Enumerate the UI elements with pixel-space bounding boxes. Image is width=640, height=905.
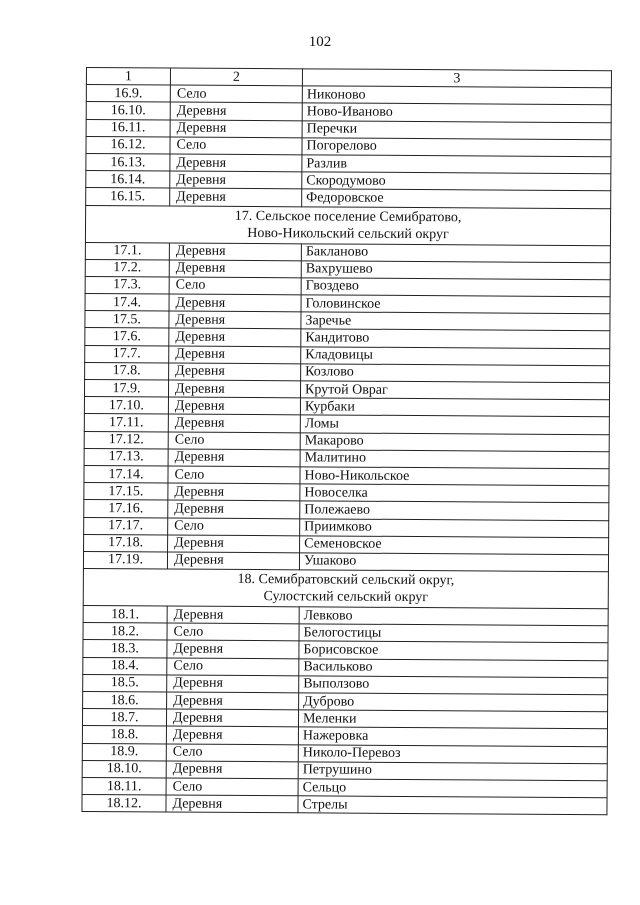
settlement-type: Деревня <box>170 120 302 138</box>
settlement-type: Деревня <box>169 243 301 261</box>
settlement-type: Село <box>168 466 300 484</box>
settlement-type: Деревня <box>168 380 300 398</box>
settlement-type: Деревня <box>167 675 299 693</box>
section-title <box>83 569 608 609</box>
settlement-name: Дуброво <box>299 693 608 712</box>
settlement-type: Деревня <box>169 328 301 346</box>
settlement-type: Деревня <box>168 449 300 467</box>
settlement-name: Петрушино <box>298 762 607 781</box>
settlement-type: Деревня <box>169 346 301 364</box>
settlement-name: Нажеровка <box>298 727 607 746</box>
settlement-name: Ново-Иваново <box>302 103 611 122</box>
section-header-row <box>85 205 610 245</box>
settlement-type: Деревня <box>169 311 301 329</box>
settlement-name: Ломы <box>300 415 609 434</box>
row-number: 17.1. <box>85 242 169 260</box>
settlement-name: Головинское <box>301 295 610 314</box>
header-col-3: 3 <box>302 69 611 88</box>
row-number: 17.6. <box>85 328 169 346</box>
row-number: 18.9. <box>82 743 166 761</box>
settlement-name: Погорелово <box>302 138 611 157</box>
row-number: 17.10. <box>84 397 168 415</box>
header-col-2: 2 <box>170 68 302 86</box>
row-number: 17.15. <box>84 483 168 501</box>
settlement-type: Деревня <box>169 294 301 312</box>
row-number: 18.5. <box>83 674 167 692</box>
row-number: 17.12. <box>84 431 168 449</box>
settlement-name: Приимково <box>300 518 609 537</box>
section-header-row <box>83 569 608 609</box>
section-title-line: Сулостский сельский округ <box>263 589 429 606</box>
settlement-type: Деревня <box>169 260 301 278</box>
row-number: 18.8. <box>82 726 166 744</box>
section-title <box>85 205 610 245</box>
settlement-name: Разлив <box>302 155 611 174</box>
settlement-name: Макарово <box>300 432 609 451</box>
settlement-name: Вахрушево <box>301 261 610 280</box>
settlement-name: Васильково <box>299 658 608 677</box>
settlement-type: Деревня <box>166 709 298 727</box>
settlement-type: Село <box>170 85 302 103</box>
settlement-type: Деревня <box>170 154 302 172</box>
row-number: 17.2. <box>85 259 169 277</box>
settlement-type: Деревня <box>168 414 300 432</box>
settlement-type: Деревня <box>166 795 298 813</box>
settlement-name: Козлово <box>301 364 610 383</box>
row-number: 17.17. <box>84 517 168 535</box>
row-number: 17.4. <box>85 294 169 312</box>
header-col-1: 1 <box>86 68 170 86</box>
settlement-type: Деревня <box>168 483 300 501</box>
settlement-type: Село <box>169 277 301 295</box>
settlement-type: Село <box>167 658 299 676</box>
settlement-name: Кладовицы <box>301 346 610 365</box>
settlement-type: Село <box>170 137 302 155</box>
settlement-name: Курбаки <box>300 398 609 417</box>
settlement-type: Деревня <box>166 761 298 779</box>
settlement-type: Деревня <box>166 726 298 744</box>
settlement-name: Полежаево <box>300 501 609 520</box>
settlement-name: Борисовское <box>299 641 608 660</box>
row-number: 18.6. <box>83 691 167 709</box>
row-number: 18.10. <box>82 760 166 778</box>
settlement-name: Выползово <box>299 676 608 695</box>
row-number: 16.14. <box>86 171 170 189</box>
settlement-type: Село <box>168 432 300 450</box>
row-number: 18.1. <box>83 606 167 624</box>
row-number: 17.9. <box>84 379 168 397</box>
table-row <box>82 795 607 815</box>
settlement-name: Ново-Никольское <box>300 467 609 486</box>
settlement-type: Деревня <box>168 500 300 518</box>
row-number: 18.3. <box>83 640 167 658</box>
settlement-type: Деревня <box>167 552 299 570</box>
settlement-name: Никоново <box>302 86 611 105</box>
settlement-type: Село <box>166 778 298 796</box>
settlement-type: Деревня <box>170 188 302 206</box>
settlement-name: Федоровское <box>302 189 611 208</box>
row-number: 17.5. <box>85 311 169 329</box>
settlement-name: Гвоздево <box>301 278 610 297</box>
settlement-type: Село <box>167 623 299 641</box>
settlement-type: Деревня <box>167 692 299 710</box>
settlement-name: Белогостицы <box>299 624 608 643</box>
settlement-type: Деревня <box>169 363 301 381</box>
row-number: 18.7. <box>82 709 166 727</box>
row-number: 16.12. <box>86 136 170 154</box>
settlement-name: Кандитово <box>301 329 610 348</box>
row-number: 17.19. <box>83 551 167 569</box>
settlement-type: Деревня <box>167 606 299 624</box>
settlement-name: Меленки <box>298 710 607 729</box>
row-number: 16.9. <box>86 85 170 103</box>
settlement-type: Деревня <box>170 171 302 189</box>
row-number: 18.11. <box>82 777 166 795</box>
row-number: 17.16. <box>84 500 168 518</box>
row-number: 18.2. <box>83 623 167 641</box>
row-number: 17.8. <box>85 362 169 380</box>
settlement-name: Левково <box>299 607 608 626</box>
section-title-line: 17. Сельское поселение Семибратово, <box>234 208 462 225</box>
settlement-name: Заречье <box>301 312 610 331</box>
settlement-type: Село <box>166 744 298 762</box>
section-title-line: Ново-Никольский сельский округ <box>247 225 449 242</box>
settlement-name: Перечки <box>302 120 611 139</box>
row-number: 16.10. <box>86 102 170 120</box>
page-number: 102 <box>308 34 332 50</box>
row-number: 18.12. <box>82 795 166 813</box>
settlement-type: Деревня <box>170 102 302 120</box>
settlement-type: Село <box>168 518 300 536</box>
settlement-name: Бакланово <box>301 243 610 262</box>
settlement-type: Деревня <box>167 640 299 658</box>
row-number: 17.13. <box>84 448 168 466</box>
settlement-name: Крутой Овраг <box>300 381 609 400</box>
table-body <box>82 68 612 816</box>
settlement-name: Сельцо <box>298 779 607 798</box>
settlement-name: Николо-Перевоз <box>298 744 607 763</box>
row-number: 16.13. <box>86 153 170 171</box>
settlement-name: Малитино <box>300 450 609 469</box>
settlement-type: Деревня <box>168 397 300 415</box>
row-number: 17.18. <box>84 534 168 552</box>
settlement-name: Семеновское <box>300 536 609 555</box>
settlement-type: Деревня <box>168 535 300 553</box>
settlement-name: Стрелы <box>298 796 607 815</box>
row-number: 17.11. <box>84 414 168 432</box>
section-title-line: 18. Семибратовский сельский округ, <box>237 571 455 589</box>
settlement-name: Скородумово <box>302 172 611 191</box>
row-number: 17.3. <box>85 276 169 294</box>
row-number: 16.15. <box>86 188 170 206</box>
row-number: 16.11. <box>86 119 170 137</box>
row-number: 17.7. <box>85 345 169 363</box>
settlement-name: Ушаково <box>299 553 608 572</box>
settlement-name: Новоселка <box>300 484 609 503</box>
settlements-table <box>81 67 612 816</box>
row-number: 18.4. <box>83 657 167 675</box>
row-number: 17.14. <box>84 465 168 483</box>
